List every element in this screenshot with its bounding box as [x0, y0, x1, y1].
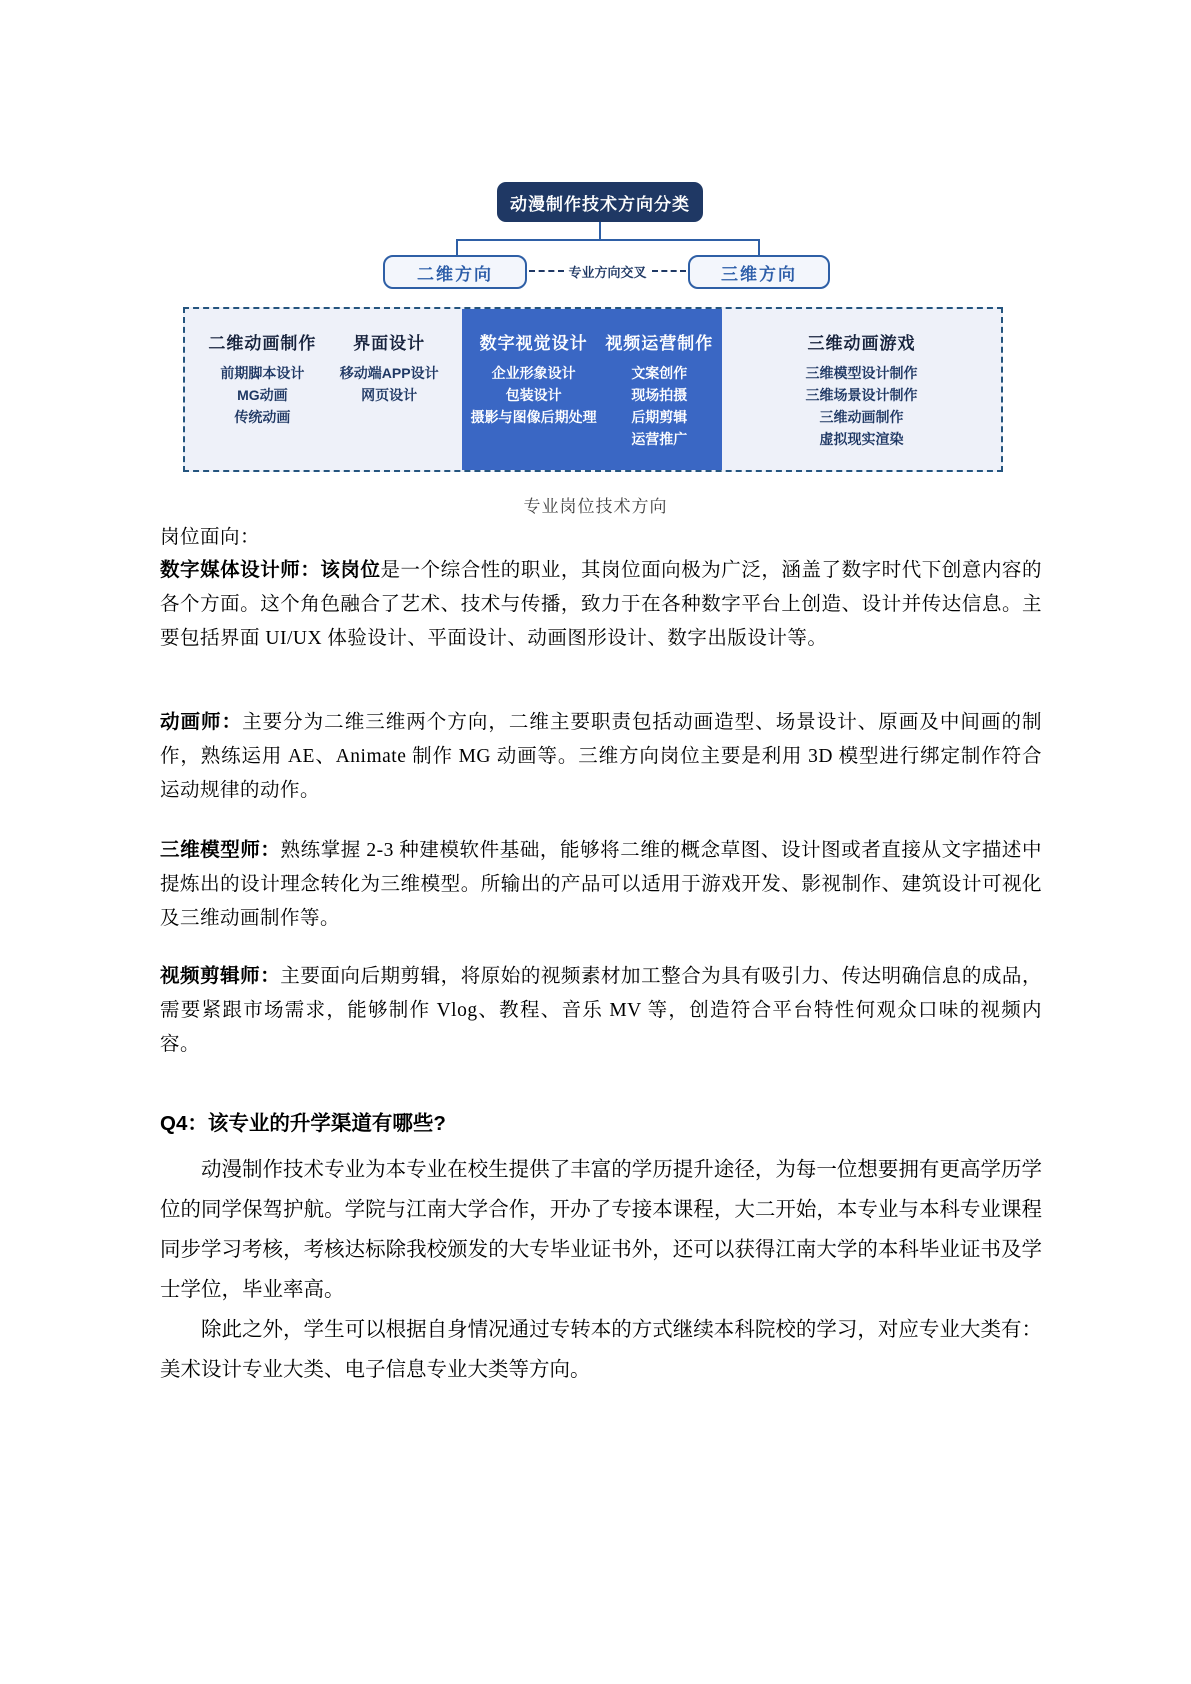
role-paragraph-digital-media-designer [160, 554, 1042, 656]
column-item: 三维模型设计制作 [805, 365, 918, 381]
column-title: 三维动画游戏 [807, 334, 916, 353]
column-item: 运营推广 [631, 431, 688, 447]
role-text: 主要分为二维三维两个方向，二维主要职责包括动画造型、场景设计、原画及中间画的制作，熟练运用 AE、Animate 制作 MG 动画等。三维方向岗位主要是利用 3D 模型进行绑定制作符合运动规律的动作。 [160, 712, 1042, 801]
q4-paragraph-1: 动漫制作技术专业为本专业在校生提供了丰富的学历提升途径，为每一位想要拥有更高学历学位的同学保驾护航。学院与江南大学合作，开办了专接本课程，大二开始，本专业与本科专业课程同步学习考核，考核达标除我校颁发的大专毕业证书外，还可以获得江南大学的本科毕业证书及学士学位，毕业率高。 [160, 1158, 1042, 1301]
connector-horizontal [456, 239, 760, 241]
column-video-operation [605, 329, 713, 470]
section-lead: 岗位面向： [160, 527, 261, 548]
role-paragraph-animator [160, 706, 1042, 808]
role-text: 是一个综合性的职业，其岗位面向极为广泛，涵盖了数字时代下创意内容的各个方面。这个角色融合了艺术、技术与传播，致力于在各种数字平台上创造、设计并传达信息。主要包括界面 UI/UX 体验设计、平面设计、动画图形设计、数字出版设计等。 [160, 560, 1042, 649]
q4-paragraph-2: 除此之外，学生可以根据自身情况通过专转本的方式继续本科院校的学习，对应专业大类有：美术设计专业大类、电子信息专业大类等方向。 [160, 1318, 1042, 1381]
diagram-caption: 专业岗位技术方向 [523, 497, 668, 516]
column-digital-visual [471, 329, 597, 470]
column-item: 网页设计 [361, 387, 418, 403]
branch-3d-label: 三维方向 [721, 264, 797, 284]
connector-right-stem [758, 241, 760, 255]
role-text: 主要面向后期剪辑，将原始的视频素材加工整合为具有吸引力、传达明确信息的成品，需要紧跟市场需求，能够制作 Vlog、教程、音乐 MV 等，创造符合平台特性何观众口味的视频内容。 [160, 966, 1042, 1055]
dashed-line-left [529, 270, 564, 272]
role-title: 动画师： [160, 712, 243, 733]
q4-heading: Q4：该专业的升学渠道有哪些? [160, 1112, 446, 1135]
column-item: 三维场景设计制作 [805, 387, 918, 403]
column-item: 现场拍摄 [631, 387, 688, 403]
column-title: 界面设计 [353, 334, 426, 353]
career-direction-diagram [0, 0, 1191, 510]
map-section-cross [462, 309, 722, 470]
role-title: 视频剪辑师： [160, 966, 281, 987]
branch-node-2d [383, 255, 527, 289]
role-text: 熟练掌握 2-3 种建模软件基础，能够将二维的概念草图、设计图或者直接从文字描述中提炼出的设计理念转化为三维模型。所输出的产品可以适用于游戏开发、影视制作、建筑设计可视化及三维动画制作等。 [160, 840, 1042, 929]
column-item: 摄影与图像后期处理 [470, 409, 597, 425]
column-2d-animation [208, 329, 316, 470]
dashed-line-right [652, 270, 687, 272]
document-body [160, 521, 1042, 1390]
column-item: 虚拟现实渲染 [819, 431, 904, 447]
diagram-root-label: 动漫制作技术方向分类 [510, 194, 690, 214]
column-item: 移动端APP设计 [339, 365, 439, 381]
job-direction-map [183, 307, 1003, 472]
column-3d-animation-game [806, 329, 918, 470]
column-title: 二维动画制作 [208, 334, 317, 353]
column-item: 传统动画 [234, 409, 291, 425]
column-item: 包装设计 [505, 387, 562, 403]
column-ui-design [340, 329, 439, 470]
role-title: 三维模型师： [160, 840, 281, 861]
branch-2d-label: 二维方向 [417, 264, 493, 284]
column-title: 数字视觉设计 [479, 334, 588, 353]
cross-direction-connector [529, 263, 686, 279]
connector-root-stem [599, 222, 601, 239]
map-section-3d [722, 309, 1001, 470]
connector-left-stem [456, 241, 458, 255]
cross-connector-label: 专业方向交叉 [568, 264, 647, 280]
role-title: 数字媒体设计师：该岗位 [160, 560, 381, 581]
column-item: 企业形象设计 [491, 365, 576, 381]
column-item: 文案创作 [631, 365, 688, 381]
role-paragraph-3d-modeler [160, 834, 1042, 936]
column-item: 三维动画制作 [819, 409, 904, 425]
branch-node-3d [688, 255, 830, 289]
map-section-2d [185, 309, 462, 470]
diagram-root-node [497, 182, 703, 222]
column-item: MG动画 [237, 387, 288, 403]
column-title: 视频运营制作 [605, 334, 714, 353]
role-paragraph-video-editor [160, 960, 1042, 1062]
column-item: 后期剪辑 [631, 409, 688, 425]
column-item: 前期脚本设计 [220, 365, 305, 381]
